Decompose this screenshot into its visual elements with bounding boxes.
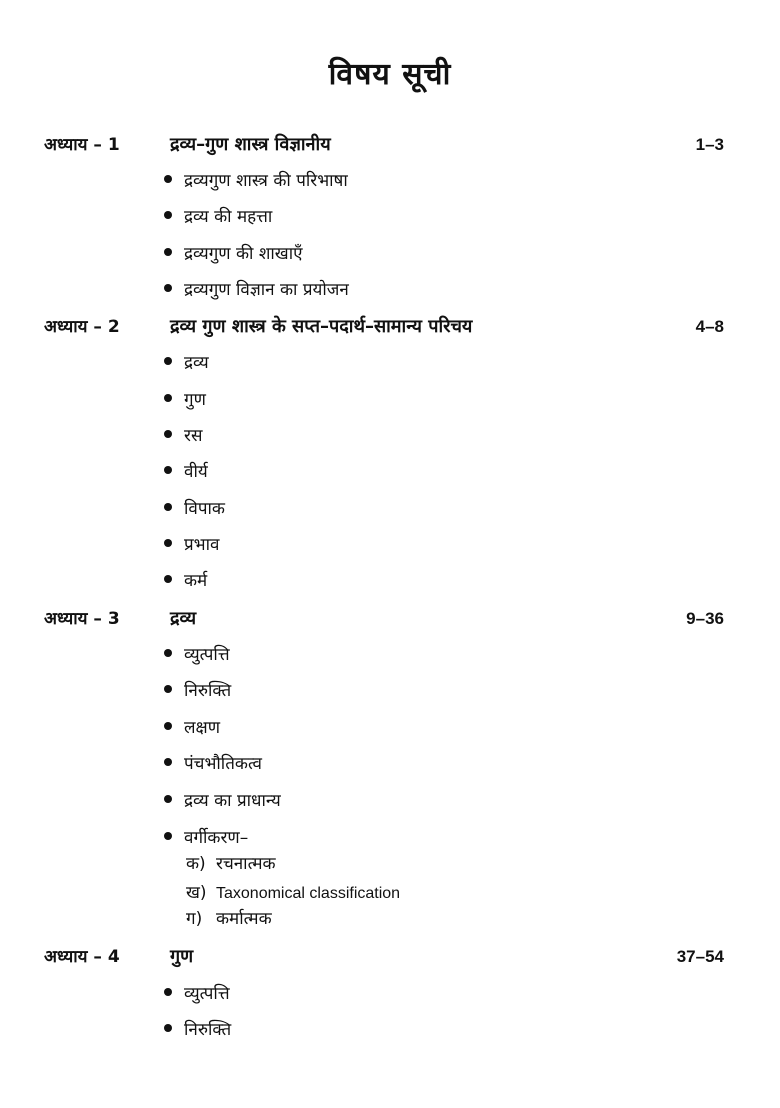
bullet-icon bbox=[164, 430, 172, 438]
item-text: निरुक्ति bbox=[184, 1020, 232, 1040]
item-text: प्रभाव bbox=[184, 535, 220, 555]
item-text: द्रव्य की महत्ता bbox=[184, 207, 273, 227]
item-text: पंचभौतिकत्व bbox=[184, 754, 262, 774]
sub-item-marker: ख) bbox=[186, 883, 207, 903]
bullet-icon bbox=[164, 211, 172, 219]
chapter-title: गुण bbox=[170, 946, 194, 967]
sub-item-text: रचनात्मक bbox=[216, 854, 276, 874]
list-item bbox=[164, 386, 206, 414]
bullet-icon bbox=[164, 503, 172, 511]
item-text: लक्षण bbox=[184, 718, 221, 738]
item-text: वीर्य bbox=[184, 462, 208, 482]
chapter-pages: 1–3 bbox=[695, 135, 724, 154]
chapter-1-heading bbox=[44, 130, 724, 160]
bullet-icon bbox=[164, 832, 172, 840]
item-text: द्रव्यगुण शास्त्र की परिभाषा bbox=[184, 171, 348, 191]
chapter-pages: 37–54 bbox=[676, 947, 724, 966]
chapter-2-heading bbox=[44, 312, 724, 342]
item-text: व्युत्पत्ति bbox=[184, 645, 230, 665]
list-item bbox=[164, 203, 272, 231]
list-item bbox=[164, 980, 230, 1008]
item-text: कर्म bbox=[184, 571, 208, 591]
list-item bbox=[164, 167, 348, 195]
item-text: विपाक bbox=[184, 499, 225, 519]
bullet-icon bbox=[164, 394, 172, 402]
item-text: गुण bbox=[184, 390, 206, 410]
chapter-title: द्रव्य–गुण शास्त्र विज्ञानीय bbox=[170, 134, 331, 155]
list-item bbox=[164, 240, 303, 268]
sub-item-marker: क) bbox=[186, 854, 206, 874]
list-item bbox=[164, 567, 207, 595]
chapter-pages: 9–36 bbox=[686, 609, 724, 628]
bullet-icon bbox=[164, 539, 172, 547]
list-item bbox=[164, 787, 281, 815]
bullet-icon bbox=[164, 722, 172, 730]
list-item bbox=[164, 677, 231, 705]
item-text: द्रव्यगुण की शाखाएँ bbox=[184, 244, 303, 264]
list-item bbox=[164, 750, 262, 778]
item-text: रस bbox=[184, 426, 203, 446]
page-title: विषय सूची bbox=[328, 57, 452, 92]
chapter-label: अध्याय – 2 bbox=[44, 317, 120, 337]
bullet-icon bbox=[164, 284, 172, 292]
list-item bbox=[164, 641, 230, 669]
chapter-label: अध्याय – 4 bbox=[44, 947, 120, 967]
bullet-icon bbox=[164, 466, 172, 474]
bullet-icon bbox=[164, 758, 172, 766]
sub-item bbox=[186, 851, 276, 877]
chapter-label: अध्याय – 1 bbox=[44, 135, 120, 155]
chapter-3-heading bbox=[44, 604, 724, 634]
bullet-icon bbox=[164, 248, 172, 256]
list-item bbox=[164, 458, 208, 486]
list-item bbox=[164, 276, 349, 304]
bullet-icon bbox=[164, 988, 172, 996]
list-item bbox=[164, 1016, 231, 1044]
list-item bbox=[164, 531, 219, 559]
item-text: व्युत्पत्ति bbox=[184, 984, 230, 1004]
list-item bbox=[164, 824, 248, 852]
sub-item-text: Taxonomical classification bbox=[216, 885, 401, 902]
chapter-title: द्रव्य bbox=[170, 608, 197, 629]
item-text: द्रव्य का प्राधान्य bbox=[184, 791, 281, 811]
bullet-icon bbox=[164, 175, 172, 183]
chapter-pages: 4–8 bbox=[695, 317, 724, 336]
sub-item bbox=[186, 906, 272, 932]
item-text: वर्गीकरण– bbox=[184, 828, 249, 848]
bullet-icon bbox=[164, 685, 172, 693]
sub-item-marker: ग) bbox=[186, 909, 203, 929]
chapter-4-heading bbox=[44, 942, 724, 972]
bullet-icon bbox=[164, 795, 172, 803]
list-item bbox=[164, 714, 220, 742]
item-text: द्रव्यगुण विज्ञान का प्रयोजन bbox=[184, 280, 349, 300]
bullet-icon bbox=[164, 1024, 172, 1032]
sub-item-text: कर्मात्मक bbox=[216, 909, 272, 929]
item-text: द्रव्य bbox=[184, 353, 209, 373]
list-item bbox=[164, 349, 209, 377]
sub-item bbox=[186, 880, 400, 906]
bullet-icon bbox=[164, 649, 172, 657]
item-text: निरुक्ति bbox=[184, 681, 232, 701]
bullet-icon bbox=[164, 575, 172, 583]
list-item bbox=[164, 495, 225, 523]
chapter-title: द्रव्य गुण शास्त्र के सप्त–पदार्थ–सामान्य परिचय bbox=[170, 316, 473, 337]
list-item bbox=[164, 422, 202, 450]
bullet-icon bbox=[164, 357, 172, 365]
chapter-label: अध्याय – 3 bbox=[44, 609, 120, 629]
